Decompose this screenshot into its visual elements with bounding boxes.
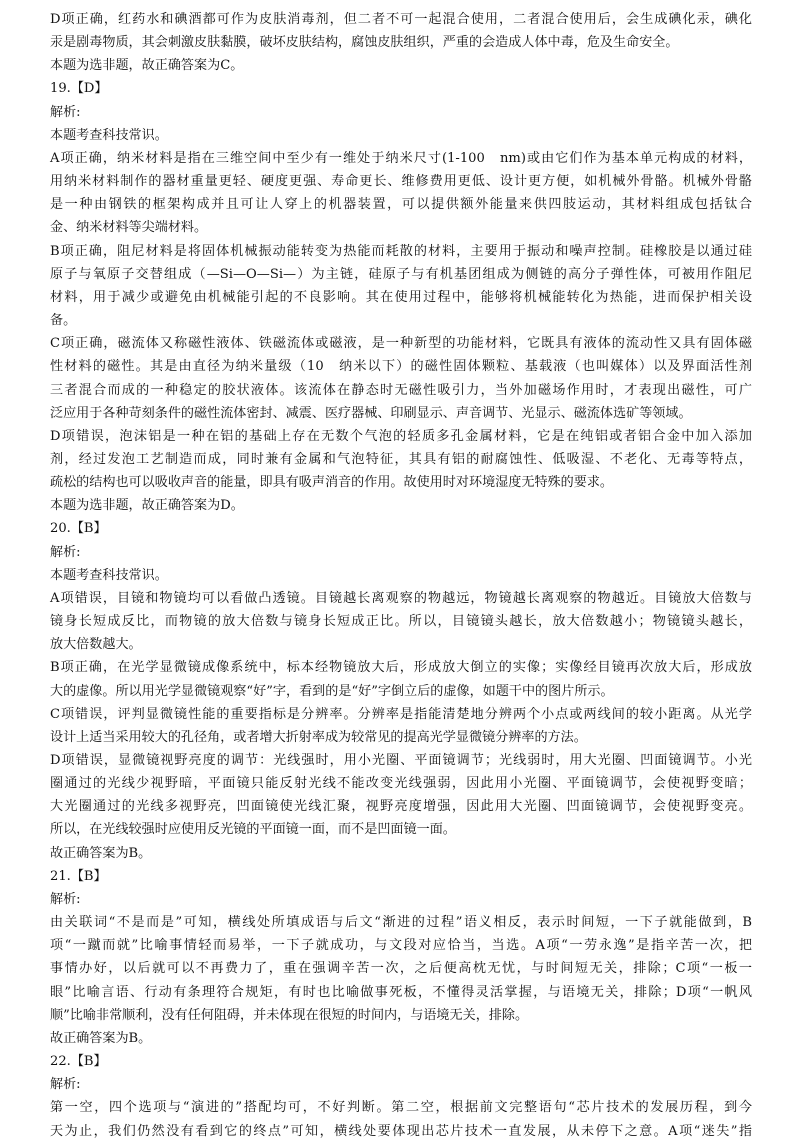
text-line: 解析: <box>50 1077 81 1093</box>
text-line: 19.【D】 <box>50 81 108 97</box>
text-line: 天为止，我们仍然没有看到它的终点”可知，横线处要体现出芯片技术一直发展，从未停下之意。A项“迷失”指 <box>50 1123 752 1139</box>
text-line: 眼”比喻言语、行动有条理符合规矩，有时也比喻做事死板，不懂得灵活掌握，与语境无关，排除；D项“一帆风 <box>50 984 752 1000</box>
text-line: 本题为选非题，故正确答案为C。 <box>50 58 244 74</box>
text-line: 备。 <box>50 313 77 329</box>
text-line: 解析: <box>50 891 81 907</box>
text-line: 本题考查科技常识。 <box>50 567 168 583</box>
text-line: 大光圈通过的光线多视野亮，凹面镜使光线汇聚，视野亮度增强，因此用大光圈、凹面镜调节，会使视野变亮。 <box>50 799 752 815</box>
text-line: 解析: <box>50 104 81 120</box>
text-line: 汞是剧毒物质，其会刺激皮肤黏膜，破坏皮肤结构，腐蚀皮肤组织，严重的会造成人体中毒，危及生命安全。 <box>50 35 679 51</box>
text-line: 设计上适当采用较大的孔径角，或者增大折射率成为较常见的提高光学显微镜分辨率的方法。 <box>50 729 587 745</box>
text-line: 由关联词“不是而是”可知，横线处所填成语与后文“渐进的过程”语义相反，表示时间短，一下子就能做到，B <box>50 915 752 931</box>
text-line: 是一种由钢铁的框架构成并且可让人穿上的机器装置，可以提供额外能量来供四肢运动，其材料组成包括钛合 <box>50 197 752 213</box>
text-line: 21.【B】 <box>50 868 107 884</box>
text-line: 三者混合而成的一种稳定的胶状液体。该流体在静态时无磁性吸引力，当外加磁场作用时，才表现出磁性，可广 <box>50 382 752 398</box>
text-line: C项正确，磁流体又称磁性液体、铁磁流体或磁液，是一种新型的功能材料，它既具有液体的流动性又具有固体磁 <box>50 336 752 352</box>
text-line: 材料，用于减少或避免由机械能引起的不良影响。其在使用过程中，能够将机械能转化为热能，进而保护相关设 <box>50 289 752 305</box>
text-line: 第一空，四个选项与“演进的”搭配均可，不好判断。第二空，根据前文完整语句“芯片技术的发展历程，到今 <box>50 1100 752 1116</box>
text-line: 20.【B】 <box>50 521 107 537</box>
text-line: 泛应用于各种苛刻条件的磁性流体密封、减震、医疗器械、印刷显示、声音调节、光显示、磁流体选矿等领域。 <box>50 405 692 421</box>
text-line: 金、纳米材料等尖端材料。 <box>50 220 208 236</box>
text-line: 用纳米材料制作的器材重量更轻、硬度更强、寿命更长、维修费用更低、设计更方便，如机械外骨骼。机械外骨骼 <box>50 174 752 190</box>
text-line: C项错误，评判显微镜性能的重要指标是分辨率。分辨率是指能清楚地分辨两个小点或两线间的较小距离。从光学 <box>50 706 752 722</box>
text-line: 镜身长短成反比，而物镜的放大倍数与镜身长短成正比。所以，目镜镜头越长，放大倍数越小；物镜镜头越长， <box>50 614 752 630</box>
text-line: B项正确，在光学显微镜成像系统中，标本经物镜放大后，形成放大倒立的实像；实像经目镜再次放大后，形成放 <box>50 660 752 676</box>
text-line: 项“一蹴而就”比喻事情轻而易举，一下子就成功，与文段对应恰当，当选。A项“一劳永逸”是指辛苦一次，把 <box>50 938 752 954</box>
text-line: 22.【B】 <box>50 1054 107 1070</box>
text-line: 大的虚像。所以用光学显微镜观察“好”字，看到的是“好”字倒立后的虚像，如题干中的图片所示。 <box>50 683 614 699</box>
text-line: B项正确，阻尼材料是将固体机械振动能转变为热能而耗散的材料，主要用于振动和噪声控制。硅橡胶是以通过硅 <box>50 243 752 259</box>
text-line: 顺”比喻非常顺利，没有任何阻碍，并未体现在很短的时间内，与语境无关，排除。 <box>50 1007 529 1023</box>
text-line: 放大倍数越大。 <box>50 637 142 653</box>
text-line: 本题为选非题，故正确答案为D。 <box>50 498 244 514</box>
text-line: 事情办好，以后就可以不再费力了，重在强调辛苦一次，之后便高枕无忧，与时间短无关，排除；C项“一板一 <box>50 961 752 977</box>
document-body <box>50 8 752 1143</box>
text-line: D项正确，红药水和碘酒都可作为皮肤消毒剂，但二者不可一起混合使用，二者混合使用后，会生成碘化汞，碘化 <box>50 12 752 27</box>
text-line: 疏松的结构也可以吸收声音的能量，即具有吸声消音的作用。故使用时对环境湿度无特殊的要求。 <box>50 475 614 491</box>
text-line: A项错误，目镜和物镜均可以看做凸透镜。目镜越长离观察的物越远，物镜越长离观察的物越近。目镜放大倍数与 <box>50 590 752 606</box>
text-line: D项错误，泡沫铝是一种在铝的基础上存在无数个气泡的轻质多孔金属材料，它是在纯铝或者铝合金中加入添加 <box>50 428 752 444</box>
text-line: 原子与氧原子交替组成（—Si—O—Si—）为主链，硅原子与有机基团组成为侧链的高分子弹性体，可被用作阻尼 <box>50 266 752 282</box>
text-line: 圈通过的光线少视野暗，平面镜只能反射光线不能改变光线强弱，因此用小光圈、平面镜调节，会使视野变暗； <box>50 776 752 792</box>
text-line: 本题考查科技常识。 <box>50 127 168 143</box>
text-line: D项错误，显微镜视野亮度的调节：光线强时，用小光圈、平面镜调节；光线弱时，用大光圈、凹面镜调节。小光 <box>50 753 752 768</box>
text-line: 解析: <box>50 544 81 560</box>
text-line: 故正确答案为B。 <box>50 1030 152 1046</box>
text-line: A项正确，纳米材料是指在三维空间中至少有一维处于纳米尺寸(1-100 nm)或由它们作为基本单元构成的材料， <box>50 150 752 166</box>
text-line: 性材料的磁性。其是由直径为纳米量级（10 纳米以下）的磁性固体颗粒、基载液（也叫媒体）以及界面活性剂 <box>50 359 752 375</box>
text-line: 所以，在光线较强时应使用反光镜的平面镜一面，而不是凹面镜一面。 <box>50 822 456 838</box>
text-line: 剂，经过发泡工艺制造而成，同时兼有金属和气泡特征，其具有铝的耐腐蚀性、低吸湿、不老化、无毒等特点， <box>50 451 752 467</box>
text-line: 故正确答案为B。 <box>50 845 152 861</box>
